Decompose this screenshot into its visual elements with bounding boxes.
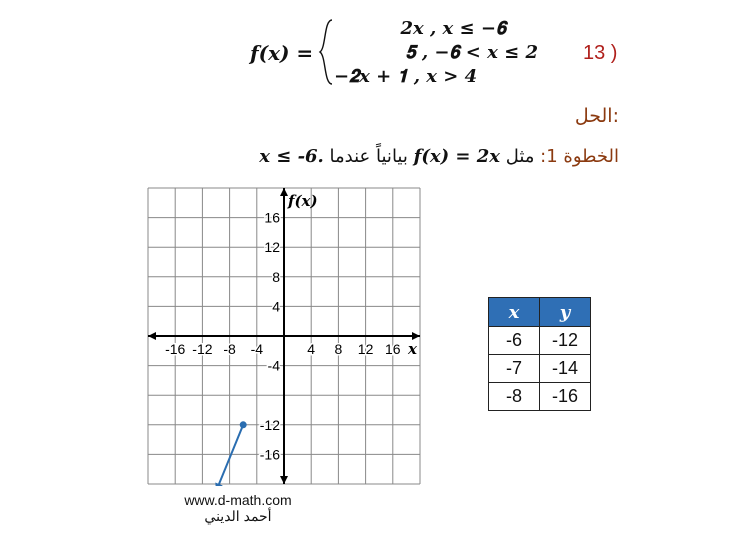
x-axis-label: 𝒙 [408, 340, 417, 358]
x-axis-arrow-right [412, 332, 420, 340]
x-tick-label: 12 [357, 341, 374, 357]
table-cell: -8 [489, 383, 540, 411]
credit [168, 492, 308, 525]
step-1-text-a: مثل [499, 146, 541, 167]
axes [148, 188, 420, 484]
table-row [489, 383, 591, 411]
table-cell: -12 [540, 327, 591, 355]
piecewise-brace [318, 18, 334, 86]
step-1-text-b: بيانياً عندما [323, 146, 414, 167]
x-tick-label: -8 [223, 341, 236, 357]
x-axis-arrow-left [148, 332, 156, 340]
coordinate-grid [146, 186, 422, 486]
piece-1: 2𝒙 , 𝒙 ≤ −𝟔 [400, 18, 506, 39]
table-row [489, 327, 591, 355]
table-cell: -6 [489, 327, 540, 355]
table-cell: -16 [540, 383, 591, 411]
credit-author: أحمد الديني [204, 508, 272, 524]
graph-segment [215, 421, 246, 486]
problem-number: 13 ) [583, 42, 618, 64]
y-axis-label: 𝒇(𝒙) [288, 192, 318, 210]
y-tick-label: 16 [264, 209, 280, 226]
table-header-x: 𝒙 [489, 298, 540, 327]
x-tick-label: 16 [385, 341, 401, 357]
endpoint-dot [240, 421, 247, 428]
step-1-text [259, 146, 619, 167]
solution-label: الحل: [574, 105, 619, 127]
x-tick-label: 8 [334, 341, 343, 357]
piece-2: 𝟓 , −𝟔 < 𝒙 ≤ 2 [405, 42, 538, 63]
y-tick-label: -12 [259, 416, 280, 433]
y-tick-label: 8 [272, 268, 280, 285]
credit-site: www.d-math.com [184, 492, 292, 508]
function-lhs: 𝒇(𝒙) = [250, 41, 314, 65]
piece-3: −𝟐𝒙 + 𝟏 , 𝒙 > 4 [334, 66, 478, 87]
y-tick-label: -4 [267, 357, 280, 374]
y-tick-label: -16 [259, 446, 280, 463]
y-tick-label: 4 [272, 298, 280, 315]
step-1-condition: 𝒙 ≤ -6. [259, 146, 324, 167]
x-tick-label: 4 [307, 341, 316, 357]
table-cell: -7 [489, 355, 540, 383]
table-cell: -14 [540, 355, 591, 383]
x-tick-label: -4 [250, 341, 264, 357]
table-header-y: 𝒚 [540, 298, 591, 327]
x-tick-label: -16 [165, 341, 186, 357]
table-row [489, 355, 591, 383]
tick-labels [165, 192, 418, 462]
y-axis-arrow-down [280, 476, 288, 484]
y-tick-label: 12 [264, 239, 280, 256]
step-1-expression: 𝒇(𝒙) = 2𝒙 [413, 146, 500, 167]
x-tick-label: -12 [192, 341, 213, 357]
values-table [488, 297, 591, 411]
y-axis-arrow-up [280, 188, 288, 196]
table-header-row [489, 298, 591, 327]
step-1-label: الخطوة 1: [540, 146, 619, 167]
